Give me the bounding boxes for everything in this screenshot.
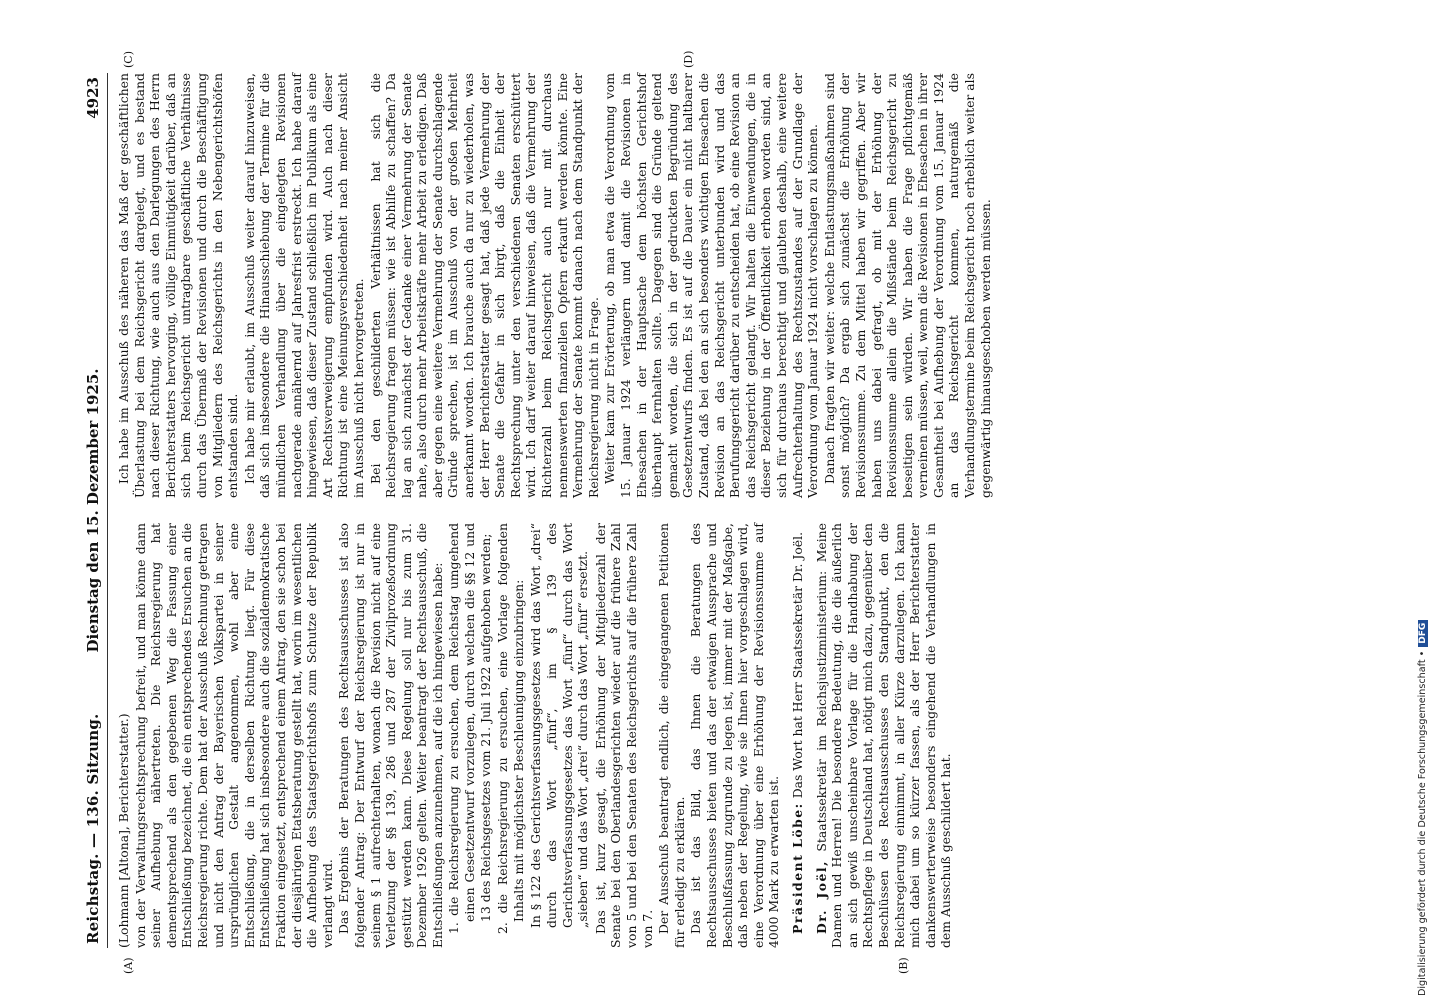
margin-mark-b: (B) bbox=[897, 957, 910, 974]
margin-mark-d: (D) bbox=[682, 50, 695, 68]
paragraph: Weiter kam zur Erörterung, ob man etwa die Verordnung vom 15. Januar 1924 verlängern und damit die Revisionen in Ehesachen in der Hauptsache dem höchsten Gerichtshof überhaupt fernhalten sollte. Dagegen sind die Gründe geltend gemacht worden, die sich in der gedruckten Begründung des Gesetzentwurfs finden. Es ist auf die Dauer ein nicht haltbarer Zustand, daß bei den an sich besonders wichtigen Ehesachen die Revision an das Reichsgericht unterbunden wird und das Berufungsgericht darüber zu entscheiden hat, ob eine Revision an das Reichsgericht gelangt. Wir halten die Einwendungen, die in dieser Beziehung in der Öffentlichkeit erhoben worden sind, an sich für durchaus berechtigt und glaubten deshalb, eine weitere Aufrechterhaltung des Rechtszustandes auf der Grundlage der Verordnung vom Januar 1924 nicht vorschlagen zu können. bbox=[602, 73, 821, 498]
statement-text: Das Wort hat Herr Staatssekretär Dr. Joël. bbox=[789, 531, 805, 803]
header-rule bbox=[107, 73, 108, 948]
right-text-column bbox=[116, 73, 994, 498]
rotated-document-page bbox=[82, 50, 1372, 974]
left-text-column bbox=[116, 523, 955, 948]
paragraph: Der Ausschuß beantragt endlich, die eingegangenen Petitionen für erledigt zu erklären. bbox=[656, 523, 687, 948]
credit-text: Digitalisierung gefördert durch die Deutsche Forschungsgemeinschaft • bbox=[1417, 650, 1428, 996]
page-number: 4923 bbox=[84, 77, 102, 119]
paragraph: von der Verwaltungsrechtsprechung befreit, und man könne dann seiner Aufhebung nähertreten. Die Reichsregierung hat dementsprechend als den gegebenen Weg die Fassung einer Entschließung bezeichnet, die ein entsprechendes Ersuchen an die Reichsregierung richte. Dem hat der Ausschuß Rechnung getragen und nicht den Antrag der Bayerischen Volkspartei in seiner ursprünglichen Gestalt angenommen, wohl aber eine Entschließung, die in derselben Richtung liegt. Für diese Entschließung hat sich insbesondere auch die sozialdemokratische Fraktion eingesetzt, entsprechend einem Antrag, den sie schon bei der diesjährigen Etatsberatung gestellt hat, worin im wesentlichen die Aufhebung des Staatsgerichtshofs zum Schutze der Republik verlangt wird. bbox=[132, 523, 335, 948]
paragraph: Danach fragten wir weiter: welche Entlastungsmaßnahmen sind sonst möglich? Da ergab sich zunächst die Erhöhung der Revisionssumme. Zu dem Mittel haben wir gegriffen. Aber wir haben uns dabei gefragt, ob mit der Erhöhung der Revisionssumme allein die Mißstände beim Reichsgericht zu beseitigen sein würden. Wir haben die Frage pflichtgemäß verneinen müssen, weil, wenn die Revisionen in Ehesachen in ihrer Gesamtheit bei Aufhebung der Verordnung vom 15. Januar 1924 an das Reichsgericht kommen, naturgemäß die Verhandlungstermine beim Reichsgericht noch erheblich weiter als gegenwärtig hinausgeschoben werden müssen. bbox=[821, 73, 993, 498]
paragraph: Das ist, kurz gesagt, die Erhöhung der Mitgliederzahl der Senate bei den Oberlandesgerichten wieder auf die frühere Zahl von 5 und bei den Senaten des Reichsgerichts auf die frühere Zahl von 7. bbox=[592, 523, 655, 948]
list-item: 2. die Reichsregierung zu ersuchen, eine Vorlage folgenden Inhalts mit möglichster Beschleunigung einzubringen: bbox=[495, 523, 526, 934]
paragraph: Das Ergebnis der Beratungen des Rechtsausschusses ist also folgender Antrag: Der Entwurf der Reichsregierung ist nur in seinem § 1 aufrechterhalten, wonach die Revision nicht auf eine Verletzung der §§ 139, 286 und 287 der Zivilprozeßordnung gestützt werden kann. Diese Regelung soll nur bis zum 31. Dezember 1926 gelten. Weiter beantragt der Rechtsausschuß, die Entschließungen anzunehmen, auf die ich hingewiesen habe: bbox=[336, 523, 445, 948]
paragraph: Bei den geschilderten Verhältnissen hat sich die Reichsregierung fragen müssen: wie ist Abhilfe zu schaffen? Da lag an sich zunächst der Gedanke einer Vermehrung der Senate nahe, also durch mehr Arbeitskräfte mehr Arbeit zu erledigen. Daß aber gegen eine weitere Vermehrung der Senate durchschlagende Gründe sprechen, ist im Ausschuß von der großen Mehrheit anerkannt worden. Ich brauche auch da nur zu wiederholen, was der Herr Berichterstatter gesagt hat, daß jede Vermehrung der Senate die Gefahr in sich birgt, daß die Einheit der Rechtsprechung unter den verschiedenen Senaten erschüttert wird. Ich darf weiter darauf hinweisen, daß die Vermehrung der Richterzahl beim Reichsgericht auch nur mit durchaus nennenswerten finanziellen Opfern erkauft werden könnte. Eine Vermehrung der Senate kommt danach nach dem Standpunkt der Reichsregierung nicht in Frage. bbox=[367, 73, 601, 498]
list-item: 1. die Reichsregierung zu ersuchen, dem Reichstag umgehend einen Gesetzentwurf vorzulegen, durch welchen die §§ 12 und 13 des Reichsgesetzes vom 21. Juli 1922 aufgehoben werden; bbox=[446, 523, 493, 934]
speaker-note: (Lohmann [Altona], Berichterstatter.) bbox=[116, 713, 131, 948]
digitization-credit bbox=[1417, 620, 1428, 996]
page-header bbox=[82, 73, 110, 948]
paragraph: Ich habe im Ausschuß des näheren das Maß der geschäftlichen Überlastung bei dem Reichsgericht dargelegt, und es bestand nach dieser Richtung, wie auch aus den Darlegungen des Herrn Berichterstatters hervorging, völlige Einmütigkeit darüber, daß an sich beim Reichsgericht untragbare geschäftliche Verhältnisse durch das Übermaß der Revisionen und durch die Beschäftigung von Mitgliedern des Reichsgerichts in den Nebengerichtshöfen entstanden sind. bbox=[116, 73, 241, 498]
header-session: Reichstag. — 136. Sitzung. bbox=[84, 713, 102, 944]
joel-speech bbox=[814, 523, 954, 948]
quoted-amendment: In § 122 des Gerichtsverfassungsgesetzes wird das Wort „drei“ durch das Wort „fünf“, im § 139 des Gerichtsverfassungsgesetzes das Wort „fünf“ durch das Wort „sieben“ und das Wort „drei“ durch das Wort „fünf“ ersetzt. bbox=[528, 523, 591, 928]
speaker-name: Dr. Joël, bbox=[813, 860, 829, 934]
margin-mark-a: (A) bbox=[122, 957, 135, 974]
president-statement bbox=[790, 523, 806, 948]
speaker-name: Präsident Löbe: bbox=[789, 802, 805, 934]
header-date: Dienstag den 15. Dezember 1925. bbox=[84, 368, 102, 653]
paragraph: Ich habe mir erlaubt, im Ausschuß weiter darauf hinzuweisen, daß sich insbesondere die Hinausschiebung der Termine für die mündlichen Verhandlung über die eingelegten Revisionen nachgerade annähernd auf Jahresfrist erstreckt. Ich habe darauf hingewiesen, daß dieser Zustand schließlich im Publikum als eine Art Rechtsverweigerung empfunden wird. Auch nach dieser Richtung ist eine Meinungsverschiedenheit nach meiner Ansicht im Ausschuß nicht hervorgetreten. bbox=[241, 73, 366, 498]
margin-mark-c: (C) bbox=[122, 51, 135, 68]
speech-text: Staatssekretär im Reichsjustizministerium: Meine Damen und Herren! Die besondere Bedeutung, die die äußerlich an sich gewiß unscheinbare Vorlage für die Handhabung der Rechtspflege in Deutschland hat, nötigt mich dazu, gegenüber den Beschlüssen des Rechtsausschusses den Standpunkt, den die Reichsregierung einnimmt, in aller Kürze darzulegen. Ich kann mich dabei um so kürzer fassen, als der Herr Berichterstatter dankenswerterweise besonders eingehend die Verhandlungen in dem Ausschuß geschildert hat. bbox=[813, 523, 954, 948]
dfg-logo: DFG bbox=[1418, 620, 1428, 647]
paragraph: Das ist das Bild, das Ihnen die Beratungen des Rechtsausschusses bieten und das der etwaigen Aussprache und Beschlußfassung zugrunde zu legen ist, immer mit der Maßgabe, daß neben der Regelung, wie sie Ihnen hier vorgeschlagen wird, eine Verordnung über eine Erhöhung der Revisionssumme auf 4000 Mark zu erwarten ist. bbox=[688, 523, 782, 948]
